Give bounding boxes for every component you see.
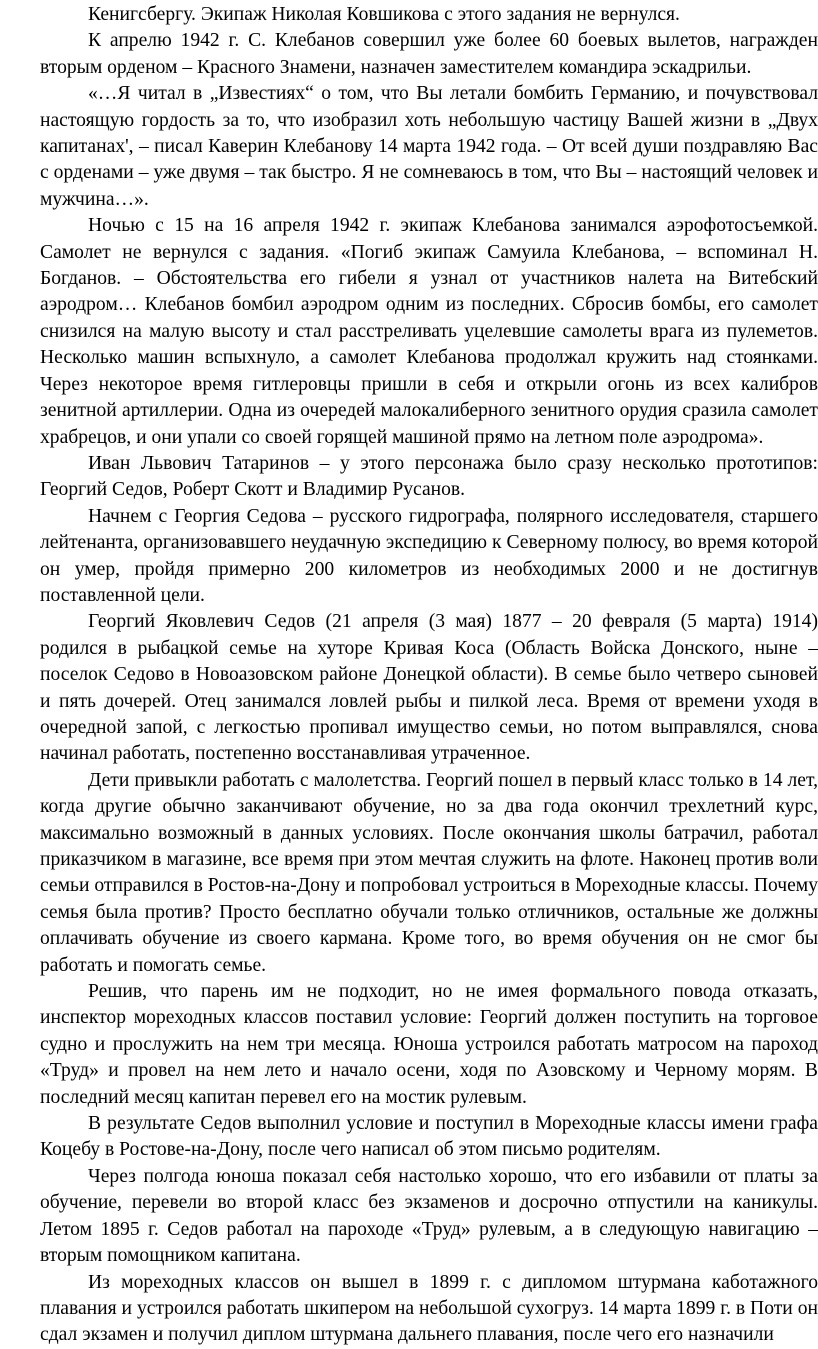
paragraph-9: Решив, что парень им не подходит, но не имея формального повода отказать, инспектор мореходных классов поставил условие: Георгий должен поступить на торговое судно и прослужить на нем три месяца. Юноша устроился работать матросом на пароход «Труд» и провел на нем лето и начало осени, ходя по Азовскому и Черному морям. В последний месяц капитан перевел его на мостик рулевым. bbox=[40, 981, 818, 1108]
paragraph-2: К апрелю 1942 г. С. Клебанов совершил уже более 60 боевых вылетов, награжден вторым орденом – Красного Знамени, назначен заместителем командира эскадрильи. bbox=[40, 30, 818, 78]
document-body bbox=[40, 2, 818, 1349]
paragraph-6: Начнем с Георгия Седова – русского гидрографа, полярного исследователя, старшего лейтенанта, организовавшего неудачную экспедицию к Северному полюсу, во время которой он умер, пройдя примерно 200 километров из необходимых 2000 и не достигнув поставленной цели. bbox=[40, 505, 818, 606]
paragraph-12: Из мореходных классов он вышел в 1899 г. с дипломом штурмана каботажного плавания и устроился работать шкипером на небольшой сухогруз. 14 марта 1899 г. в Поти он сдал экзамен и получил диплом штурмана дальнего плавания, после чего его назначили bbox=[40, 1271, 818, 1346]
paragraph-5: Иван Львович Татаринов – у этого персонажа было сразу несколько прототипов: Георгий Седов, Роберт Скотт и Владимир Русанов. bbox=[40, 452, 818, 501]
paragraph-4: Ночью с 15 на 16 апреля 1942 г. экипаж Клебанова занимался аэрофотосъемкой. Самолет не вернулся с задания. «Погиб экипаж Самуила Клебанова, – вспоминал Н. Богданов. – Обстоятельства его гибели я узнал от участников налета на Витебский аэродром… Клебанов бомбил аэродром одним из последних. Сбросив бомбы, его самолет снизился на малую высоту и стал расстреливать уцелевшие самолеты врага из пулеметов. Несколько машин вспыхнуло, а самолет Клебанова продолжал кружить над стоянками. Через некоторое время гитлеровцы пришли в себя и открыли огонь из всех калибров зенитной артиллерии. Одна из очередей малокалиберного зенитного орудия сразила самолет храбрецов, и они упали со своей горящей машиной прямо на летном поле аэродрома». bbox=[40, 215, 818, 448]
paragraph-7: Георгий Яковлевич Седов (21 апреля (3 мая) 1877 – 20 февраля (5 марта) 1914) родился в рыбацкой семье на хуторе Кривая Коса (Область Войска Донского, ныне – поселок Седово в Новоазовском районе Донецкой области). В семье было четверо сыновей и пять дочерей. Отец занимался ловлей рыбы и пилкой леса. Время от времени уходя в очередной запой, с легкостью пропивал имущество семьи, но потом выправлялся, снова начинал работать, постепенно восстанавливая утраченное. bbox=[40, 611, 818, 765]
paragraph-8: Дети привыкли работать с малолетства. Георгий пошел в первый класс только в 14 лет, когда другие обычно заканчивают обучение, но за два года окончил трехлетний курс, максимально возможный в данных условиях. После окончания школы батрачил, работал приказчиком в магазине, все время при этом мечтая служить на флоте. Наконец против воли семьи отправился в Ростов-на-Дону и попробовал устроиться в Мореходные классы. Почему семья была против? Просто бесплатно обучали только отличников, остальные же должны оплачивать обучение из своего кармана. Кроме того, во время обучения он не смог бы работать и помогать семье. bbox=[40, 769, 818, 976]
paragraph-1: Кенигсбергу. Экипаж Николая Ковшикова с этого задания не вернулся. bbox=[88, 4, 680, 25]
paragraph-3: «…Я читал в „Известиях“ о том, что Вы летали бомбить Германию, и почувствовал настоящую гордость за то, что изобразил хоть небольшую частицу Вашей жизни в „Двух капитанах', – писал Каверин Клебанову 14 марта 1942 года. – От всей души поздравляю Вас с орденами – уже двумя – так быстро. Я не сомневаюсь в том, что Вы – настоящий человек и мужчина…». bbox=[40, 83, 818, 210]
paragraph-11: Через полгода юноша показал себя настолько хорошо, что его избавили от платы за обучение, перевели во второй класс без экзаменов и досрочно отпустили на каникулы. Летом 1895 г. Седов работал на пароходе «Труд» рулевым, а в следующую навигацию – вторым помощником капитана. bbox=[40, 1165, 818, 1267]
paragraph-10: В результате Седов выполнил условие и поступил в Мореходные классы имени графа Коцебу в Ростове-на-Дону, после чего написал об этом письмо родителям. bbox=[40, 1113, 818, 1161]
